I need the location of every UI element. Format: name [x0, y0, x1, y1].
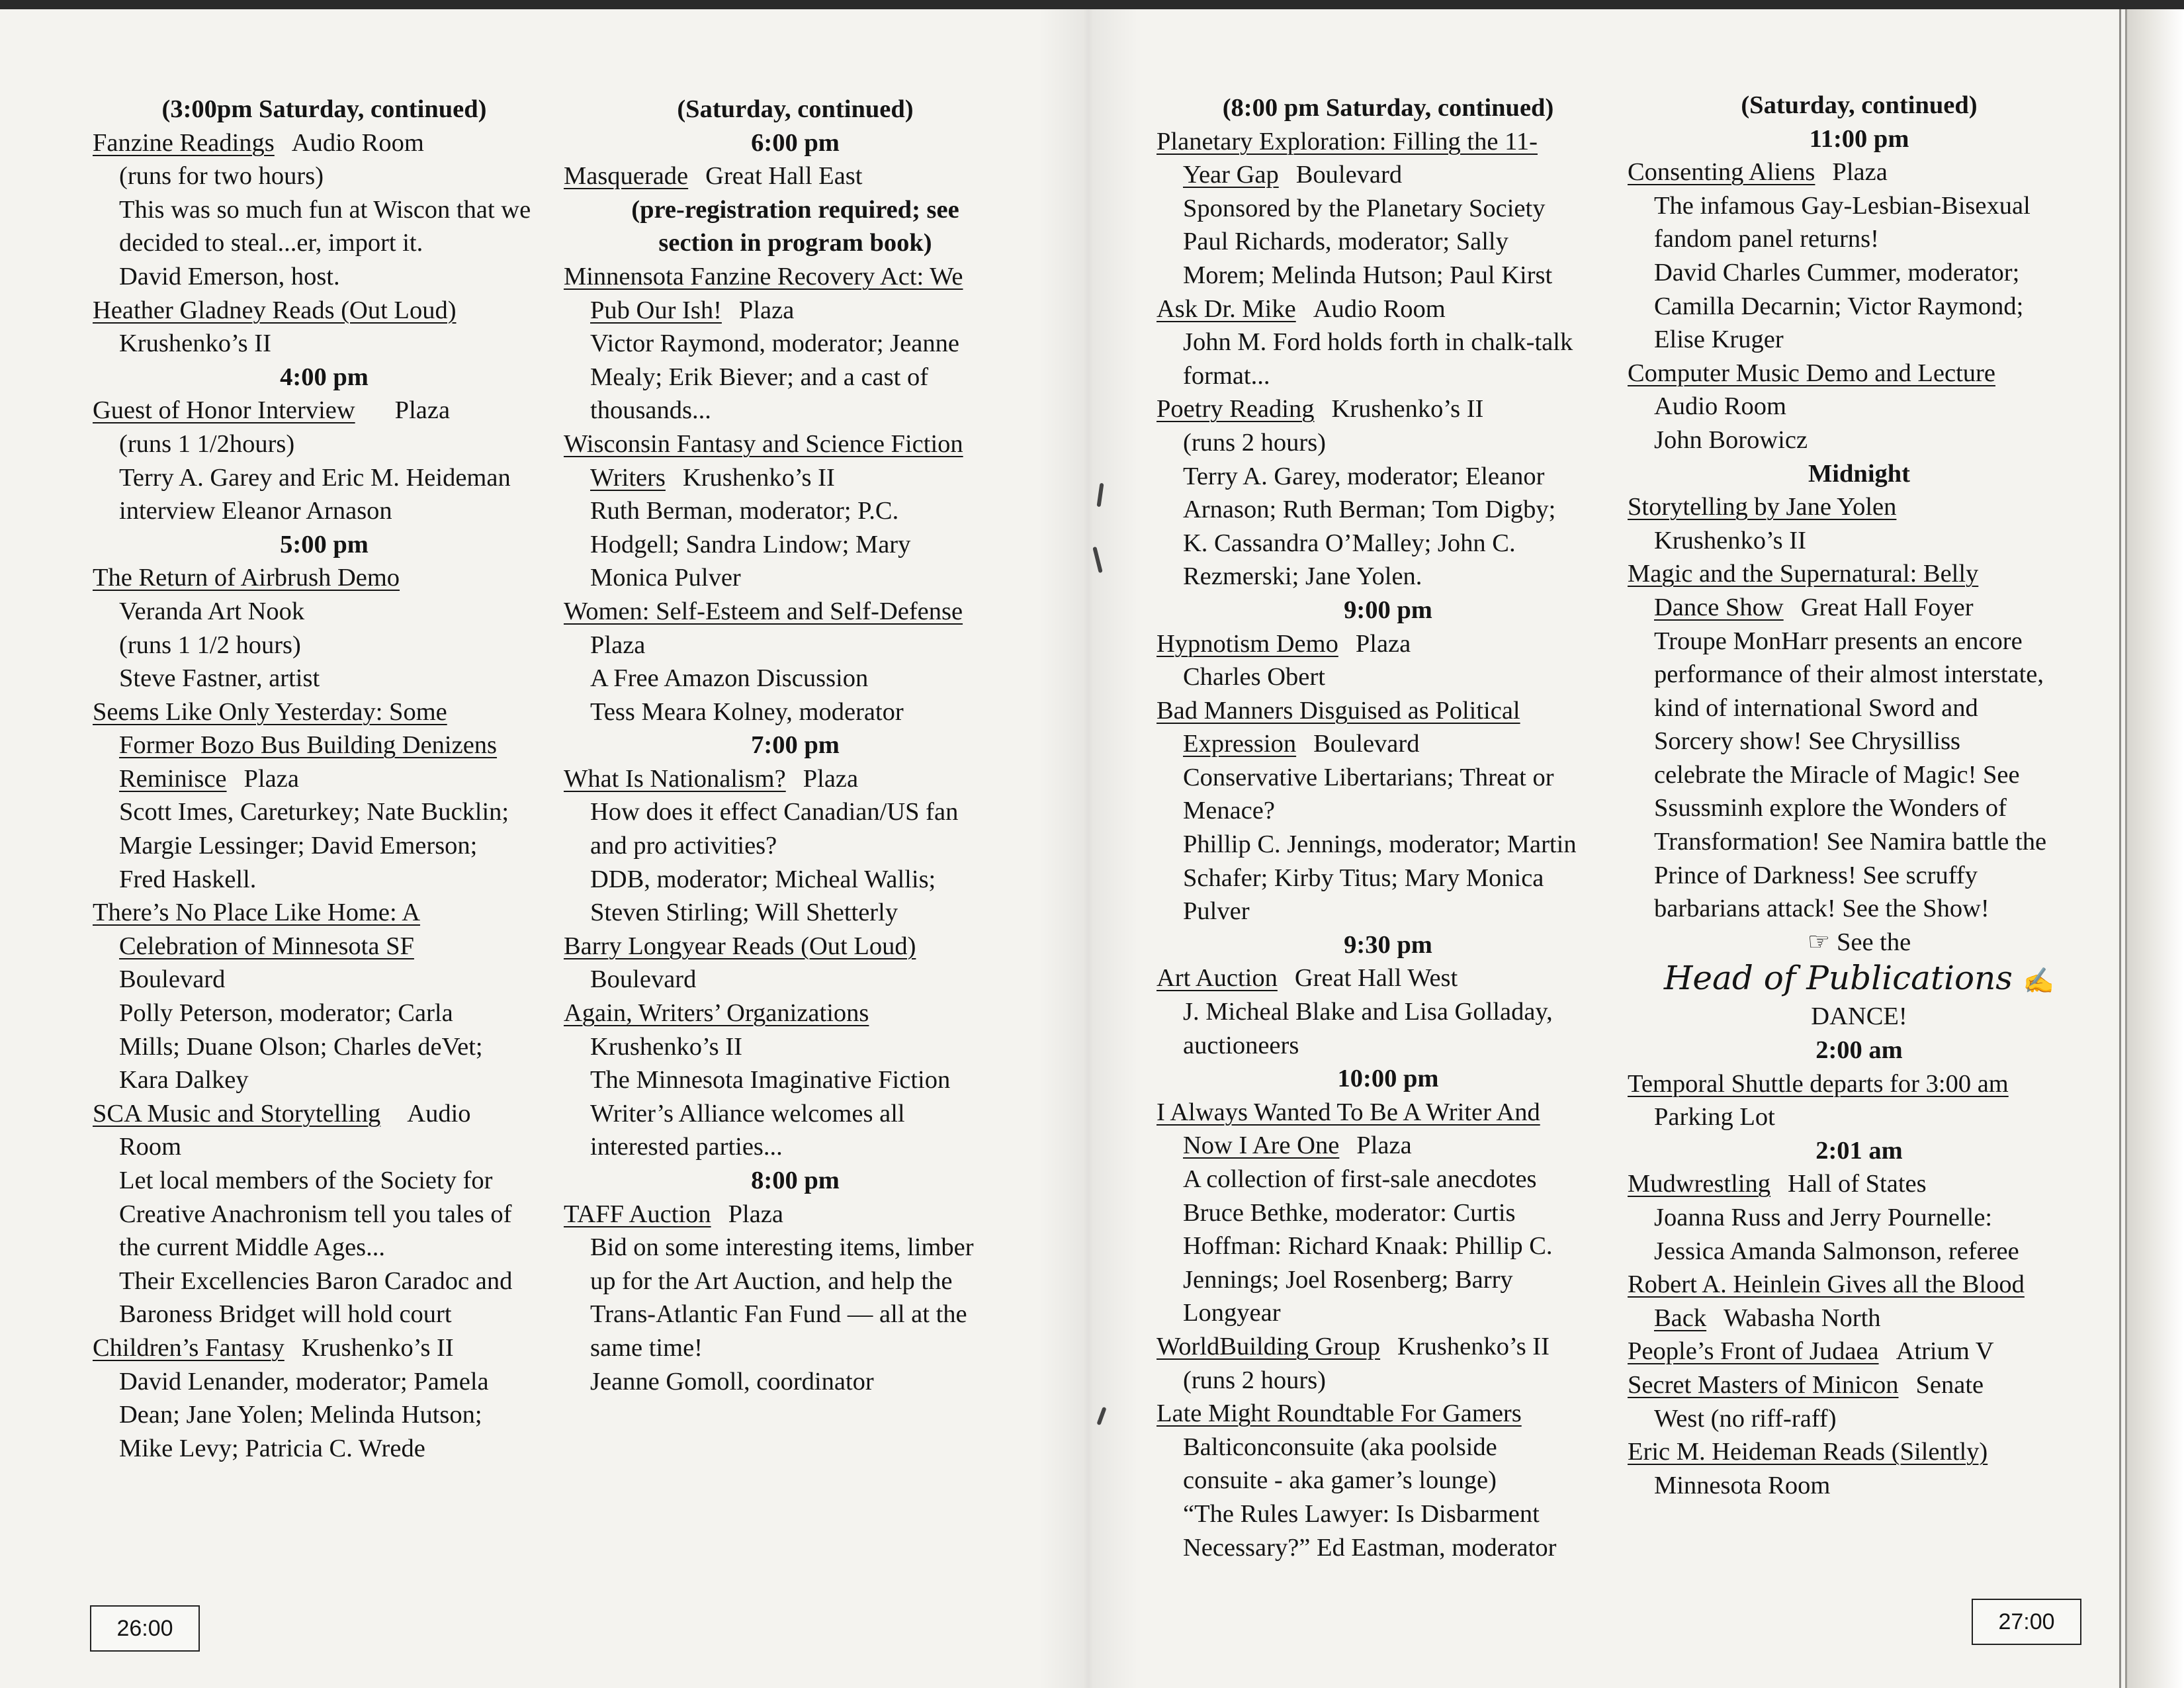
event-location: Great Hall West [1294, 964, 1458, 993]
event-writers-organizations [564, 997, 1027, 1164]
event-detail: Baroness Bridget will hold court [119, 1300, 452, 1329]
event-detail: Necessary?” Ed Eastman, moderator [1183, 1533, 1557, 1562]
event-detail: West (no riff-raff) [1654, 1404, 1837, 1433]
event-location: Plaza [590, 631, 646, 659]
event-detail: same time! [590, 1333, 703, 1362]
page-edge-line [2119, 9, 2121, 1688]
event-detail: fandom panel returns! [1654, 225, 1879, 253]
event-title: People’s Front of Judaea [1628, 1337, 1879, 1366]
event-computer-music [1628, 357, 2091, 457]
event-detail: Monica Pulver [590, 564, 741, 592]
event-detail: John Borowicz [1654, 425, 1808, 454]
event-location: Plaza [728, 1200, 783, 1228]
event-detail: interview Eleanor Arnason [119, 497, 392, 525]
event-detail: David Lenander, moderator; Pamela [119, 1367, 489, 1396]
event-detail: Steve Fastner, artist [119, 664, 320, 693]
event-detail: decided to steal...er, import it. [119, 229, 423, 257]
event-detail: Dean; Jane Yolen; Melinda Hutson; [119, 1401, 482, 1429]
event-poetry-reading [1157, 392, 1620, 594]
event-detail: Longyear [1183, 1299, 1281, 1327]
event-masquerade [564, 159, 1027, 260]
event-title: Fanzine Readings [93, 128, 275, 157]
event-detail: (runs 2 hours) [1183, 1366, 1326, 1394]
event-location: Great Hall East [705, 162, 863, 191]
time-heading: 5:00 pm [280, 530, 369, 558]
event-location: Krushenko’s II [682, 463, 835, 492]
event-location: Hall of States [1788, 1170, 1927, 1198]
event-title: Seems Like Only Yesterday: Some [93, 697, 447, 726]
page-number-left: 26:00 [90, 1605, 200, 1652]
event-title: Computer Music Demo and Lecture [1628, 359, 1995, 387]
event-location: Krushenko’s II [590, 1032, 742, 1061]
event-title: Storytelling by Jane Yolen [1628, 493, 1897, 521]
event-detail: This was so much fun at Wiscon that we [119, 195, 531, 224]
event-location: Plaza [394, 396, 451, 425]
event-location: Plaza [1356, 1132, 1412, 1160]
event-detail: Jessica Amanda Salmonson, referee [1654, 1237, 2019, 1265]
event-detail: Jennings; Joel Rosenberg; Barry [1183, 1265, 1513, 1294]
event-location: Plaza [1355, 629, 1411, 658]
event-location: Boulevard [119, 965, 226, 994]
event-consenting-aliens [1628, 155, 2091, 357]
event-detail: DDB, moderator; Micheal Wallis; [590, 865, 936, 893]
event-location: Plaza [243, 764, 299, 793]
event-detail: Troupe MonHarr presents an encore [1654, 627, 2023, 655]
pointing-hand-icon: ☞ [1807, 928, 1831, 956]
event-title: WorldBuilding Group [1157, 1332, 1381, 1360]
event-detail: Arnason; Ruth Berman; Tom Digby; [1183, 496, 1556, 524]
event-location: Audio [407, 1099, 471, 1128]
event-detail: consuite - aka gamer’s lounge) [1183, 1466, 1497, 1495]
event-detail: up for the Art Auction, and help the [590, 1266, 953, 1295]
event-title: Consenting Aliens [1628, 158, 1815, 187]
event-title: Former Bozo Bus Building Denizens [119, 731, 498, 760]
event-ask-dr-mike [1157, 292, 1620, 393]
event-location: Wabasha North [1724, 1304, 1881, 1332]
event-detail: Ruth Berman, moderator; P.C. [590, 497, 899, 525]
event-location: Krushenko’s II [1397, 1332, 1550, 1360]
event-detail: Tess Meara Kolney, moderator [590, 697, 904, 726]
event-title: Pub Our Ish! [590, 296, 722, 324]
event-detail: Prince of Darkness! See scruffy [1654, 861, 1978, 889]
event-location: Krushenko’s II [119, 330, 271, 358]
event-detail: The infamous Gay-Lesbian-Bisexual [1654, 191, 2031, 220]
event-location: Boulevard [590, 965, 697, 994]
event-title: Robert A. Heinlein Gives all the Blood [1628, 1270, 2025, 1299]
event-title: Bad Manners Disguised as Political [1157, 696, 1520, 725]
event-detail: Their Excellencies Baron Caradoc and [119, 1266, 513, 1295]
event-detail: K. Cassandra O’Malley; John C. [1183, 529, 1516, 557]
event-detail: Transformation! See Namira battle the [1654, 828, 2047, 856]
event-detail: barbarians attack! See the Show! [1654, 895, 1989, 923]
event-title: Mudwrestling [1628, 1170, 1771, 1198]
event-airbrush-demo [93, 561, 556, 695]
event-location: Veranda Art Nook [119, 597, 305, 625]
event-title: Hypnotism Demo [1157, 629, 1338, 658]
event-title: Poetry Reading [1157, 395, 1315, 423]
time-heading: 8:00 pm [751, 1167, 840, 1194]
event-detail: Ssussminh explore the Wonders of [1654, 794, 2007, 822]
event-detail: Schafer; Kirby Titus; Mary Monica [1183, 864, 1544, 892]
event-detail: (runs 1 1/2hours) [119, 429, 295, 458]
event-title: Women: Self-Esteem and Self-Defense [564, 597, 963, 625]
event-location: Krushenko’s II [1654, 526, 1806, 555]
event-detail: “The Rules Lawyer: Is Disbarment [1183, 1499, 1540, 1528]
event-bad-manners [1157, 694, 1620, 928]
event-title: Back [1654, 1304, 1707, 1332]
event-location: Boulevard [1295, 161, 1403, 189]
event-detail: Charles Obert [1183, 663, 1325, 691]
event-detail: Bid on some interesting items, limber [590, 1233, 974, 1262]
event-location: Krushenko’s II [1331, 395, 1484, 423]
event-heather-gladney [93, 294, 556, 361]
event-detail: Hodgell; Sandra Lindow; Mary [590, 530, 911, 558]
event-detail: Mealy; Erik Biever; and a cast of [590, 363, 929, 391]
event-title: Writers [590, 463, 666, 492]
event-title: Magic and the Supernatural: Belly [1628, 560, 1979, 588]
page-number-right: 27:00 [1972, 1599, 2081, 1645]
event-detail: interested parties... [590, 1133, 783, 1161]
event-hypnotism-demo [1157, 627, 1620, 694]
event-title: What Is Nationalism? [564, 764, 786, 793]
column-1 [93, 93, 556, 1465]
event-detail: John M. Ford holds forth in chalk-talk [1183, 328, 1573, 357]
event-detail: Joanna Russ and Jerry Pournelle: [1654, 1204, 1993, 1231]
event-title: Year Gap [1183, 161, 1279, 189]
event-detail: Victor Raymond, moderator; Jeanne [590, 330, 959, 358]
event-detail: The Minnesota Imaginative Fiction [590, 1066, 951, 1094]
event-location: Balticonconsuite (aka poolside [1183, 1433, 1497, 1461]
event-detail: Elise Kruger [1654, 326, 1784, 354]
event-location: Plaza [738, 296, 795, 324]
event-title: Secret Masters of Minicon [1628, 1370, 1899, 1399]
event-location: Audio Room [1654, 392, 1787, 421]
column-2 [564, 93, 1027, 1398]
event-barry-longyear [564, 930, 1027, 997]
event-detail: Polly Peterson, moderator; Carla [119, 999, 453, 1028]
event-location: Plaza [803, 764, 859, 793]
event-title: Barry Longyear Reads (Out Loud) [564, 932, 916, 960]
event-detail: Steven Stirling; Will Shetterly [590, 899, 898, 927]
event-location: Plaza [1832, 158, 1888, 187]
event-heinlein-blood [1628, 1268, 2091, 1335]
event-detail: Let local members of the Society for [119, 1167, 493, 1194]
event-detail: Rezmerski; Jane Yolen. [1183, 562, 1422, 591]
event-title: Guest of Honor Interview [93, 396, 355, 425]
event-detail: Sorcery show! See Chrysilliss [1654, 727, 1961, 756]
event-title: I Always Wanted To Be A Writer And [1157, 1098, 1540, 1126]
event-title: Planetary Exploration: Filling the 11- [1157, 127, 1538, 155]
event-location: Atrium V [1896, 1337, 1994, 1366]
time-heading: 10:00 pm [1337, 1065, 1439, 1093]
event-taff-auction [564, 1198, 1027, 1399]
event-title: TAFF Auction [564, 1200, 711, 1228]
event-always-wanted-writer [1157, 1096, 1620, 1330]
event-nationalism [564, 762, 1027, 930]
event-heideman-reads [1628, 1435, 2091, 1502]
event-mudwrestling [1628, 1167, 2091, 1268]
event-detail: Mike Levy; Patricia C. Wrede [119, 1434, 425, 1462]
see-the-line [1628, 926, 2091, 959]
event-title: Temporal Shuttle departs for 3:00 am [1628, 1069, 2009, 1098]
column-4 [1628, 89, 2091, 1502]
head-of-publications-line [1628, 959, 2091, 1000]
event-detail: auctioneers [1183, 1031, 1299, 1059]
event-detail: and pro activities? [590, 832, 777, 860]
event-detail: (runs 2 hours) [1183, 428, 1326, 457]
see-the-text: See the [1836, 928, 1911, 956]
event-sca-music [93, 1097, 556, 1331]
event-detail: Hoffman: Richard Knaak: Phillip C. [1183, 1232, 1553, 1261]
event-title: Celebration of Minnesota SF [119, 932, 414, 960]
event-detail: Mills; Duane Olson; Charles deVet; [119, 1032, 483, 1061]
event-detail: David Charles Cummer, moderator; [1654, 258, 2020, 287]
event-detail: Conservative Libertarians; Threat or [1183, 763, 1554, 791]
event-bozo-bus [93, 695, 556, 897]
event-location: Great Hall Foyer [1800, 593, 1974, 621]
event-title: Reminisce [119, 764, 227, 793]
time-heading: 9:30 pm [1344, 930, 1432, 959]
column-heading: (Saturday, continued) [1741, 91, 1978, 119]
event-title: Minnensota Fanzine Recovery Act: We [564, 262, 963, 290]
event-art-auction [1157, 961, 1620, 1062]
event-detail: Sponsored by the Planetary Society [1183, 194, 1546, 222]
column-heading: (Saturday, continued) [677, 95, 914, 123]
event-location: Room [119, 1133, 182, 1161]
event-detail: Writer’s Alliance welcomes all [590, 1099, 905, 1128]
column-3 [1157, 91, 1620, 1564]
page-edge [2125, 9, 2184, 1688]
event-title: Now I Are One [1183, 1132, 1340, 1160]
event-belly-dance [1628, 557, 2091, 926]
program-spread [0, 9, 2184, 1688]
event-detail: Camilla Decarnin; Victor Raymond; [1654, 292, 2024, 320]
event-title: Late Might Roundtable For Gamers [1157, 1399, 1522, 1428]
event-title: SCA Music and Storytelling [93, 1099, 381, 1128]
event-wisconsin-writers [564, 427, 1027, 595]
event-title: Masquerade [564, 162, 689, 191]
event-title: Wisconsin Fantasy and Science Fiction [564, 429, 963, 458]
event-detail: Bruce Bethke, moderator: Curtis [1183, 1198, 1516, 1227]
event-peoples-front [1628, 1335, 2091, 1368]
time-heading: 2:01 am [1815, 1136, 1903, 1165]
event-title: Dance Show [1654, 593, 1784, 621]
event-title: Ask Dr. Mike [1157, 294, 1296, 323]
event-detail: A Free Amazon Discussion [590, 664, 869, 693]
event-location: Boulevard [1313, 730, 1420, 758]
event-location: Audio Room [291, 128, 424, 157]
event-no-place-like-home [93, 896, 556, 1097]
event-fanzine-readings [93, 126, 556, 294]
event-temporal-shuttle [1628, 1067, 2091, 1134]
event-storytelling-yolen [1628, 490, 2091, 557]
event-detail: celebrate the Miracle of Magic! See [1654, 760, 2020, 789]
event-detail: Jeanne Gomoll, coordinator [590, 1367, 874, 1396]
event-location: Senate [1915, 1370, 1984, 1399]
event-planetary-exploration [1157, 125, 1620, 292]
head-of-publications-text: Head of Publications [1663, 959, 2013, 998]
event-detail: Terry A. Garey, moderator; Eleanor [1183, 462, 1545, 490]
event-title: Heather Gladney Reads (Out Loud) [93, 296, 457, 324]
event-detail: How does it effect Canadian/US fan [590, 798, 959, 826]
column-heading: (3:00pm Saturday, continued) [161, 95, 487, 123]
event-detail: thousands... [590, 396, 711, 425]
dance-text: DANCE! [1811, 1002, 1907, 1031]
time-heading: 6:00 pm [751, 128, 840, 157]
time-heading: 7:00 pm [751, 731, 840, 760]
event-detail: (runs 1 1/2 hours) [119, 631, 301, 659]
event-childrens-fantasy [93, 1331, 556, 1465]
event-detail: Fred Haskell. [119, 865, 257, 893]
event-goh-interview [93, 394, 556, 527]
event-secret-masters [1628, 1368, 2091, 1435]
event-location: Audio Room [1313, 294, 1446, 323]
event-detail: Terry A. Garey and Eric M. Heideman [119, 463, 511, 492]
event-detail: Kara Dalkey [119, 1066, 249, 1094]
event-detail: Scott Imes, Careturkey; Nate Bucklin; [119, 798, 509, 826]
event-title: Again, Writers’ Organizations [564, 999, 869, 1028]
writing-hand-icon: ✍ [2023, 966, 2055, 996]
time-heading: 2:00 am [1815, 1036, 1903, 1065]
event-detail: Creative Anachronism tell you tales of [119, 1200, 512, 1228]
event-detail: performance of their almost interstate, [1654, 660, 2044, 689]
time-heading: 4:00 pm [280, 363, 369, 391]
event-detail: kind of international Sword and [1654, 693, 1978, 722]
event-detail: Morem; Melinda Hutson; Paul Kirst [1183, 261, 1553, 289]
event-fanzine-recovery [564, 260, 1027, 427]
event-location: Krushenko’s II [301, 1333, 454, 1362]
event-gamers-roundtable [1157, 1397, 1620, 1564]
event-detail: (runs for two hours) [119, 162, 324, 191]
event-detail: the current Middle Ages... [119, 1233, 386, 1262]
event-title: Eric M. Heideman Reads (Silently) [1628, 1438, 1988, 1466]
event-detail: format... [1183, 361, 1270, 390]
event-detail: Phillip C. Jennings, moderator; Martin [1183, 830, 1577, 859]
event-women-self-esteem [564, 595, 1027, 729]
event-detail: Menace? [1183, 797, 1275, 825]
event-title: Art Auction [1157, 964, 1278, 993]
column-heading: (8:00 pm Saturday, continued) [1222, 94, 1554, 122]
event-note: section in program book) [658, 229, 932, 257]
time-heading: Midnight [1808, 459, 1911, 488]
event-title: Children’s Fantasy [93, 1333, 284, 1362]
event-title: Expression [1183, 730, 1297, 758]
page-gutter [1039, 9, 1138, 1688]
event-note: (pre-registration required; see [631, 195, 959, 224]
event-detail: Trans-Atlantic Fan Fund — all at the [590, 1300, 967, 1329]
event-worldbuilding [1157, 1330, 1620, 1397]
event-title: There’s No Place Like Home: A [93, 899, 421, 927]
event-detail: David Emerson, host. [119, 262, 340, 290]
time-heading: 9:00 pm [1344, 596, 1432, 624]
event-detail: Pulver [1183, 897, 1250, 926]
event-location: Parking Lot [1654, 1103, 1775, 1132]
event-location: Minnesota Room [1654, 1471, 1831, 1499]
event-detail: J. Micheal Blake and Lisa Golladay, [1183, 998, 1553, 1026]
event-detail: Paul Richards, moderator; Sally [1183, 228, 1508, 256]
event-title: The Return of Airbrush Demo [93, 564, 400, 592]
event-detail: Margie Lessinger; David Emerson; [119, 832, 478, 860]
event-detail: A collection of first-sale anecdotes [1183, 1165, 1537, 1193]
time-heading: 11:00 pm [1809, 124, 1909, 153]
